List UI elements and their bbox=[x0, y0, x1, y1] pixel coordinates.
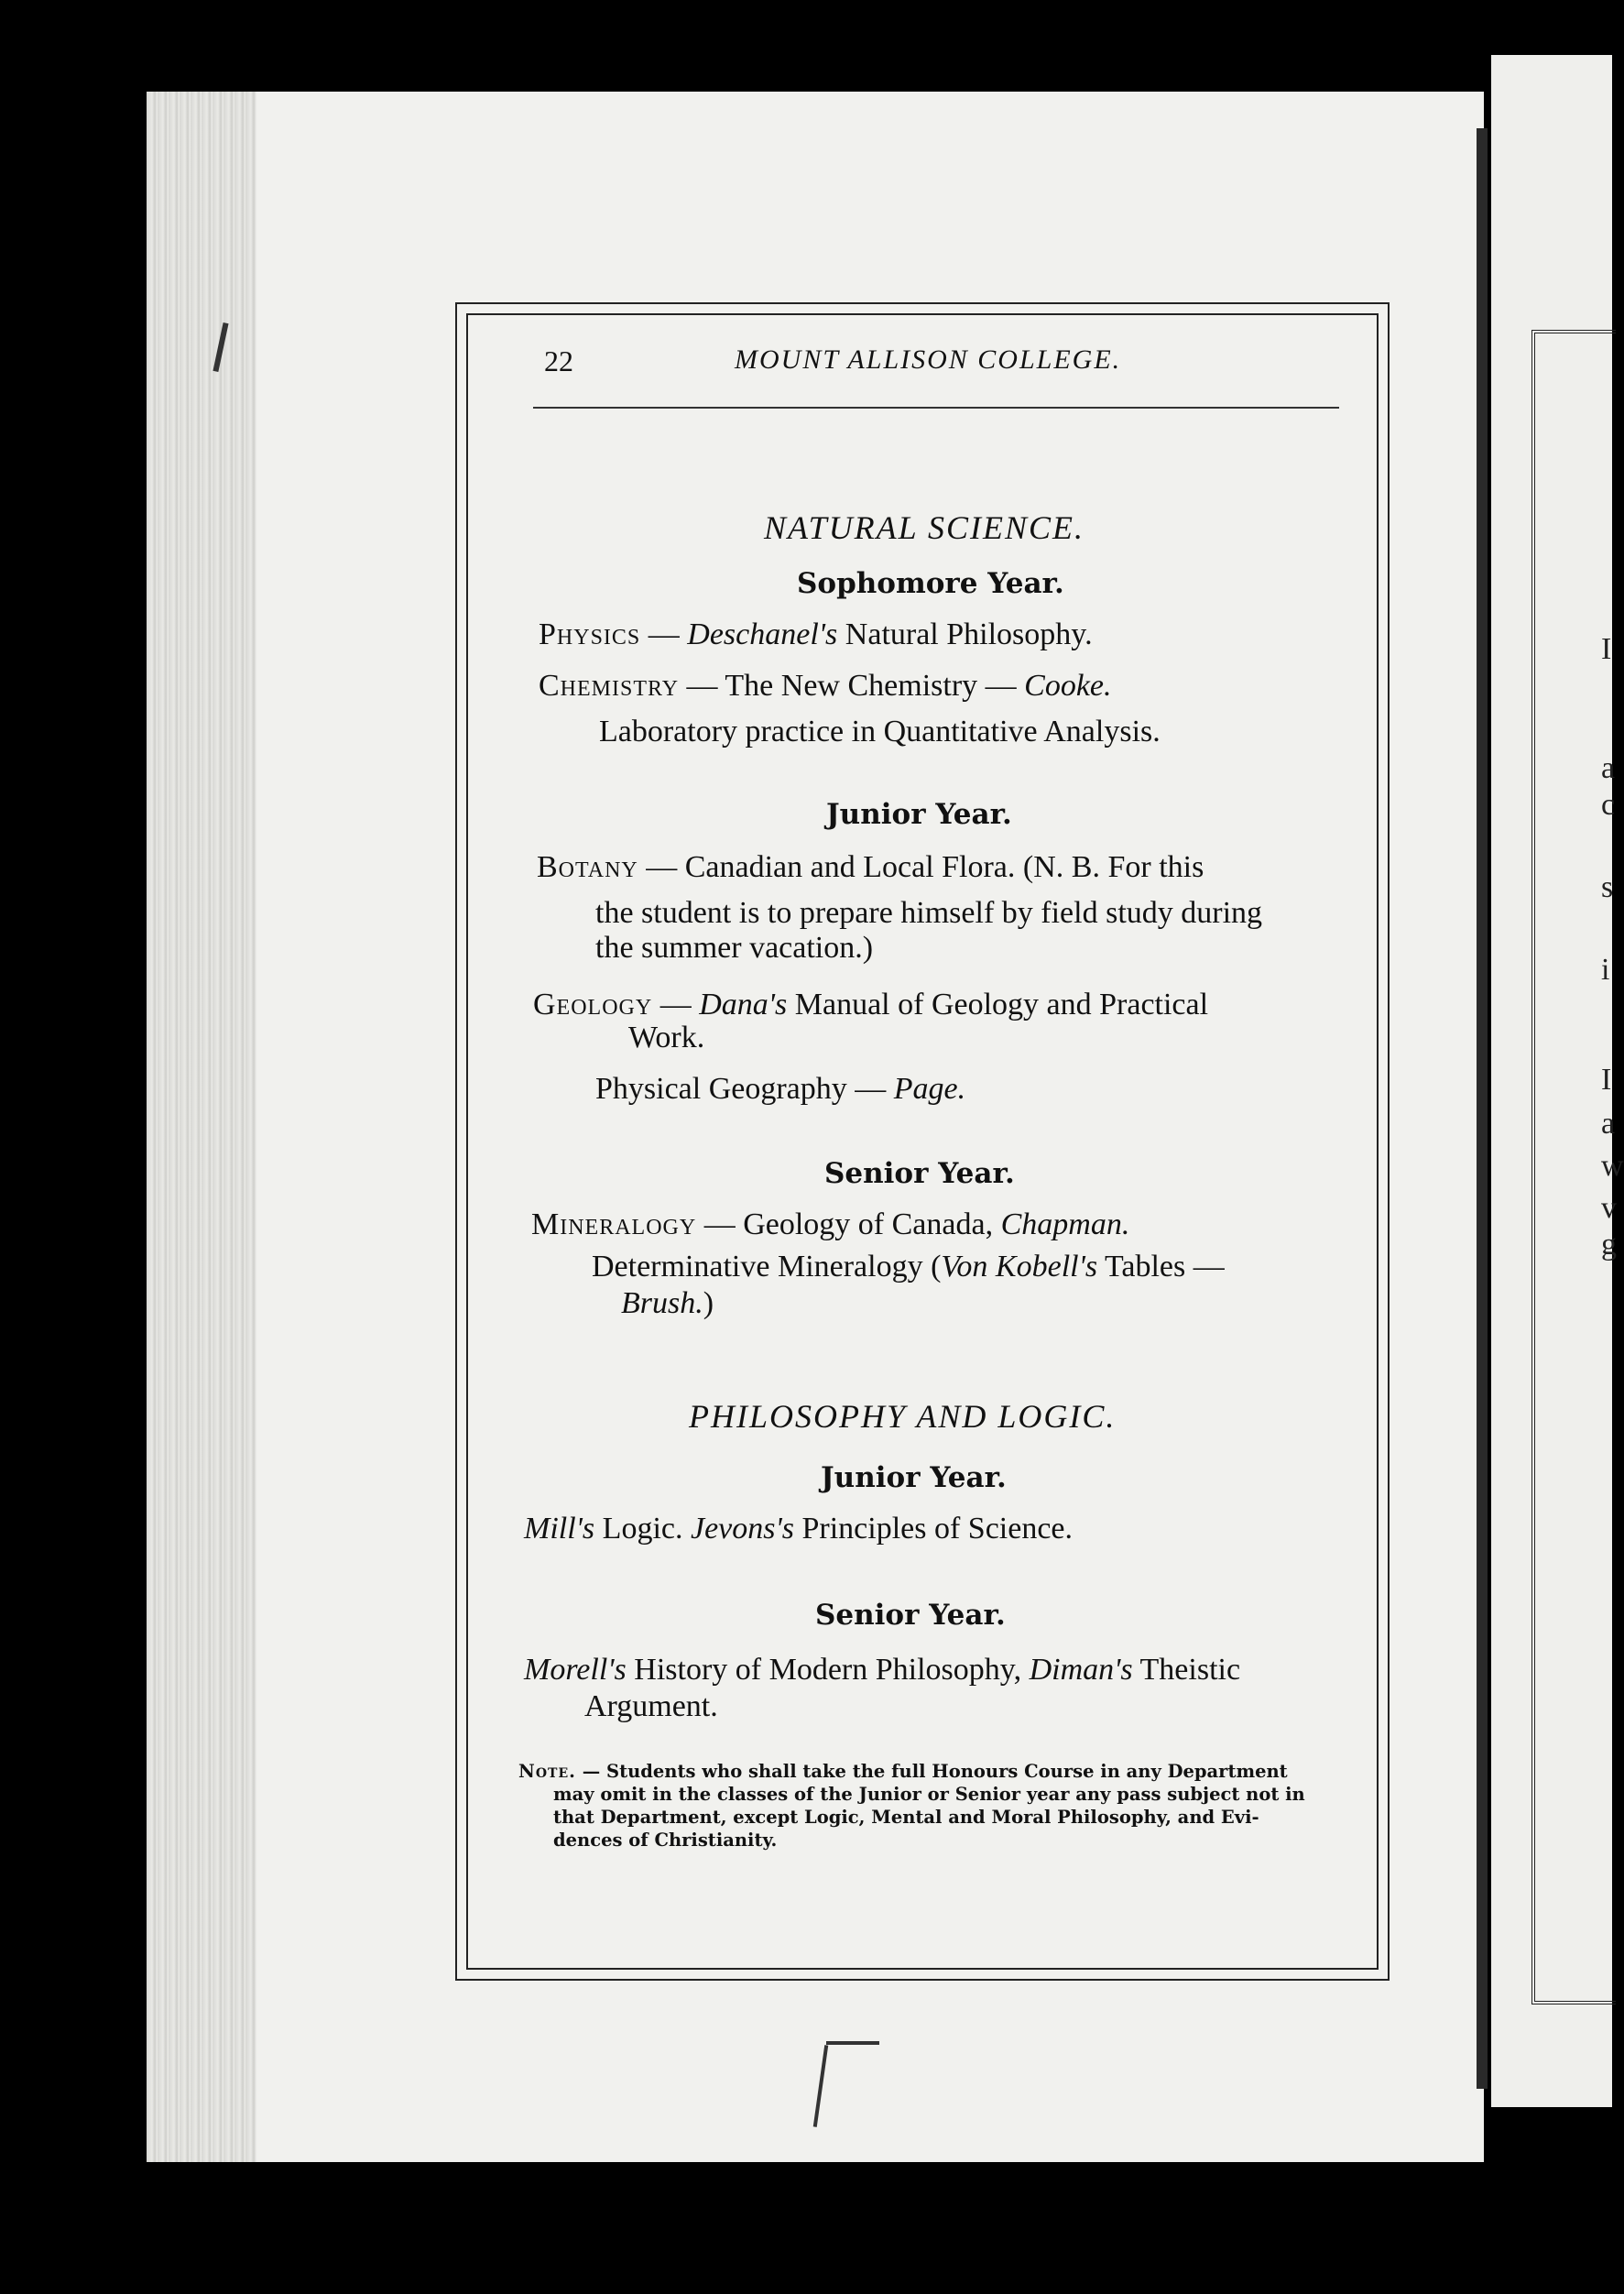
jevons-author: Jevons's bbox=[690, 1512, 794, 1546]
chemistry-label: Chemistry bbox=[539, 669, 680, 703]
footnote-label: Note. bbox=[518, 1761, 576, 1782]
mineralogy-line-2b: Von Kobell's bbox=[941, 1250, 1098, 1284]
footnote bbox=[518, 1761, 1315, 1852]
footnote-line-2: may omit in the classes of the Junior or Senior year any pass subject not in bbox=[553, 1783, 1305, 1805]
history-text: History of Modern Philosophy, bbox=[626, 1653, 1030, 1687]
history-entry bbox=[524, 1655, 1240, 1686]
physics-text: Natural Philosophy. bbox=[837, 617, 1093, 651]
year-heading-senior: Senior Year. bbox=[824, 1157, 1015, 1190]
book-gutter bbox=[1477, 128, 1488, 2089]
facing-page-letter: a bbox=[1601, 751, 1616, 785]
chemistry-text: — The New Chemistry — bbox=[679, 669, 1025, 703]
botany-line-2: the student is to prepare himself by field study during bbox=[595, 896, 1263, 930]
book-page-edges bbox=[147, 92, 256, 2162]
mineralogy-line-3 bbox=[621, 1288, 714, 1319]
argument-text: Argument. bbox=[584, 1689, 718, 1723]
mineralogy-label: Mineralogy bbox=[531, 1207, 697, 1241]
mineralogy-line-2c: Tables — bbox=[1097, 1250, 1225, 1284]
physical-geography-text: Physical Geography — bbox=[595, 1072, 894, 1106]
mineralogy-text: — Geology of Canada, bbox=[696, 1207, 1001, 1241]
geology-line-2: Work. bbox=[628, 1021, 705, 1054]
year-heading-philosophy-junior: Junior Year. bbox=[821, 1461, 1007, 1494]
physics-dash: — bbox=[640, 617, 688, 651]
physics-label: Physics bbox=[539, 617, 641, 651]
chemistry-line-2: Laboratory practice in Quantitative Analysis. bbox=[599, 715, 1161, 748]
scan-mark bbox=[826, 2041, 879, 2045]
year-heading-philosophy-senior: Senior Year. bbox=[815, 1599, 1006, 1632]
facing-page-letter: w bbox=[1601, 1149, 1624, 1183]
botany-line-1: — Canadian and Local Flora. (N. B. For this bbox=[638, 850, 1204, 884]
botany-entry bbox=[537, 852, 1204, 883]
section-heading-natural-science: NATURAL SCIENCE. bbox=[764, 509, 1085, 546]
facing-page-letter: v bbox=[1601, 1191, 1617, 1225]
page-number: 22 bbox=[544, 344, 573, 377]
page-title: MOUNT ALLISON COLLEGE. bbox=[735, 344, 1122, 375]
facing-page-letter: s bbox=[1601, 870, 1614, 904]
mineralogy-line-3b: ) bbox=[703, 1286, 714, 1320]
mineralogy-author: Chapman. bbox=[1000, 1207, 1130, 1241]
facing-page-letter: I bbox=[1601, 1063, 1612, 1097]
section-heading-philosophy: PHILOSOPHY AND LOGIC. bbox=[689, 1398, 1117, 1435]
running-head bbox=[533, 344, 1339, 399]
geology-label: Geology bbox=[533, 988, 653, 1021]
footnote-line-1-text: — Students who shall take the full Honours Course in any Department bbox=[575, 1761, 1288, 1782]
principles-text: Principles of Science. bbox=[794, 1512, 1074, 1546]
physics-entry bbox=[539, 619, 1093, 650]
mill-author: Mill's bbox=[524, 1512, 595, 1546]
mineralogy-line-2 bbox=[592, 1251, 1225, 1283]
footnote-line-3: that Department, except Logic, Mental and Moral Philosophy, and Evi- bbox=[553, 1806, 1259, 1828]
header-rule bbox=[533, 407, 1339, 409]
physical-geography-author: Page. bbox=[893, 1072, 966, 1106]
facing-page-letter: c bbox=[1601, 788, 1616, 822]
facing-page-letter: a bbox=[1601, 1107, 1616, 1141]
mineralogy-line-2a: Determinative Mineralogy ( bbox=[592, 1250, 942, 1284]
geology-entry bbox=[533, 989, 1208, 1021]
facing-page-letter: I bbox=[1601, 632, 1612, 666]
theistic-text: Theistic bbox=[1132, 1653, 1241, 1687]
morell-author: Morell's bbox=[524, 1653, 627, 1687]
mineralogy-line-3a: Brush. bbox=[621, 1286, 703, 1320]
botany-line-3: the summer vacation.) bbox=[595, 931, 874, 965]
geology-text: Manual of Geology and Practical bbox=[787, 988, 1209, 1021]
geology-dash: — bbox=[652, 988, 700, 1021]
mineralogy-entry bbox=[531, 1209, 1129, 1240]
facing-page-letter: g bbox=[1601, 1228, 1617, 1262]
year-heading-sophomore: Sophomore Year. bbox=[797, 567, 1064, 600]
chemistry-author: Cooke. bbox=[1024, 669, 1112, 703]
chemistry-entry bbox=[539, 671, 1112, 702]
geology-author: Dana's bbox=[699, 988, 788, 1021]
year-heading-junior: Junior Year. bbox=[826, 798, 1012, 831]
logic-text: Logic. bbox=[594, 1512, 691, 1546]
logic-entry bbox=[524, 1513, 1073, 1545]
physical-geography-entry bbox=[595, 1074, 965, 1105]
page-border bbox=[455, 302, 1390, 1981]
footnote-line-4: dences of Christianity. bbox=[553, 1829, 778, 1851]
diman-author: Diman's bbox=[1029, 1653, 1133, 1687]
physics-author: Deschanel's bbox=[687, 617, 838, 651]
footnote-line-1 bbox=[518, 1761, 1315, 1784]
botany-label: Botany bbox=[537, 850, 638, 884]
facing-page-letter: i bbox=[1601, 953, 1610, 987]
